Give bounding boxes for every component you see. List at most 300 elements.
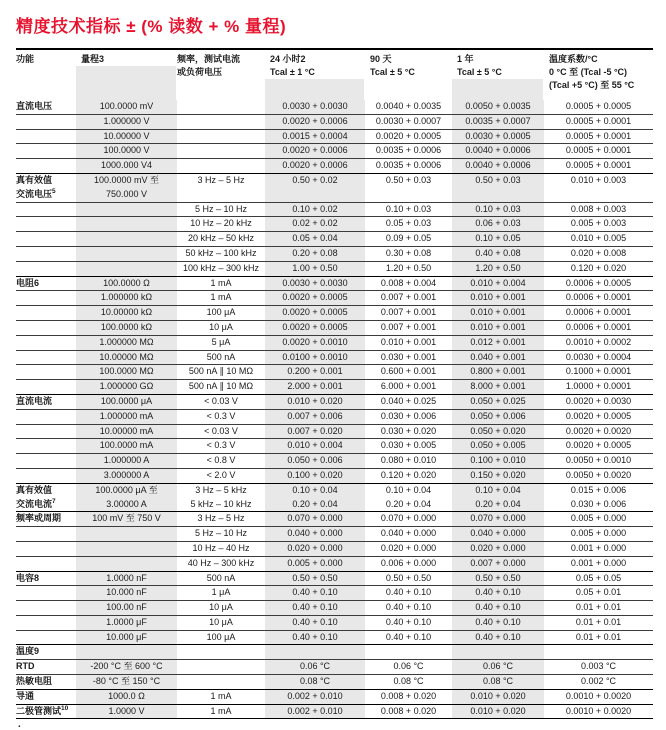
cell-freq-or-test-current: [177, 306, 265, 320]
cell-function: [16, 527, 76, 541]
cell-line: 交流电压$^5$: [16, 187, 56, 199]
column-header-1year: [452, 50, 544, 100]
table-row: [16, 659, 653, 674]
cell-1year: [452, 454, 544, 468]
cell-line: 0.010 + 0.001: [470, 292, 526, 303]
cell-90day: [365, 291, 452, 305]
cell-tempco: [544, 217, 653, 231]
cell-range: [76, 380, 177, 394]
cell-line: 0.0005 + 0.0001: [565, 145, 632, 156]
cell-line: -80 °C 至 150 °C: [92, 676, 161, 687]
cell-freq-or-test-current: [177, 572, 265, 586]
cell-freq-or-test-current: [177, 675, 265, 689]
cell-line: 0.40 + 0.10: [385, 602, 432, 613]
table-header-row: [16, 50, 653, 100]
footnote-superscript: 10: [61, 704, 69, 712]
cell-line: 500 nA: [206, 351, 236, 362]
cell-line: 0.0020 + 0.0005: [565, 440, 632, 451]
cell-range: [76, 144, 177, 158]
cell-line: 100 kHz – 300 kHz: [182, 262, 260, 273]
cell-function: [16, 557, 76, 571]
cell-line: 0.0020 + 0.0030: [565, 395, 632, 406]
cell-line: 0.007 + 0.006: [287, 410, 343, 421]
cell-24h: [265, 527, 365, 541]
cell-line: 0.050 + 0.005: [470, 440, 526, 451]
cell-range: [76, 232, 177, 246]
cell-line: < 2.0 V: [206, 469, 236, 480]
cell-function: [16, 542, 76, 556]
cell-line: 0.010 + 0.005: [570, 233, 627, 244]
cell-line: 0.0030 + 0.0004: [565, 351, 632, 362]
cell-line: 0.070 + 0.000: [470, 513, 526, 524]
cell-line: 1.0000 nF: [106, 572, 147, 583]
cell-line: 0.40 + 0.10: [292, 602, 338, 613]
cell-tempco: [544, 557, 653, 571]
cell-line: 500 nA: [206, 572, 236, 583]
table-row: [16, 556, 653, 571]
cell-line: 0.06 °C: [482, 661, 514, 672]
column-header-line: 24 小时2: [270, 54, 306, 64]
cell-function: [16, 247, 76, 261]
cell-line: 50 kHz – 100 kHz: [185, 247, 257, 258]
cell-range: [76, 675, 177, 689]
cell-1year: [452, 174, 544, 202]
cell-line: 1.000000 A: [103, 455, 150, 466]
table-row: [16, 438, 653, 453]
cell-line: 0.02 + 0.02: [292, 218, 338, 229]
cell-1year: [452, 410, 544, 424]
cell-line: 0.06 °C: [393, 661, 424, 672]
cell-freq-or-test-current: [177, 705, 265, 719]
cell-24h: [265, 174, 365, 202]
cell-line: 100.0000 Ω: [103, 277, 150, 288]
table-row: [16, 202, 653, 217]
cell-line: 0.0010 + 0.0002: [565, 336, 632, 347]
cell-range: [76, 351, 177, 365]
cell-1year: [452, 601, 544, 615]
cell-90day: [365, 557, 452, 571]
cell-line: 0.01 + 0.01: [575, 631, 622, 642]
cell-line: 0.006 + 0.000: [380, 557, 437, 568]
cell-range: [76, 690, 177, 704]
cell-24h: [265, 645, 365, 659]
cell-line: 0.20 + 0.08: [292, 247, 338, 258]
cell-90day: [365, 144, 452, 158]
cell-line: 0.50 + 0.02: [292, 174, 338, 185]
cell-1year: [452, 469, 544, 483]
cell-freq-or-test-current: [177, 247, 265, 261]
cell-line: 0.0020 + 0.0010: [282, 336, 348, 347]
cell-tempco: [544, 484, 653, 512]
cell-90day: [365, 410, 452, 424]
cell-tempco: [544, 174, 653, 202]
cell-function: [16, 586, 76, 600]
cell-line: 100.0000 mA: [99, 440, 154, 451]
cell-tempco: [544, 130, 653, 144]
cell-range: [76, 572, 177, 586]
cell-24h: [265, 572, 365, 586]
cell-line: 0.005 + 0.000: [287, 557, 343, 568]
cell-line: 0.0010 + 0.0020: [565, 690, 632, 701]
cell-line: 交流电流$^7$: [16, 497, 56, 509]
cell-freq-or-test-current: [177, 277, 265, 291]
cell-freq-or-test-current: [177, 631, 265, 645]
cell-tempco: [544, 144, 653, 158]
cell-range: [76, 542, 177, 556]
cell-1year: [452, 262, 544, 276]
cell-1year: [452, 115, 544, 129]
cell-line: 5 Hz – 10 Hz: [194, 203, 248, 214]
cell-line: 0.020 + 0.000: [470, 542, 526, 553]
cell-line: 导通: [16, 690, 35, 701]
cell-90day: [365, 660, 452, 674]
cell-tempco: [544, 690, 653, 704]
cell-line: 1.000000 MΩ: [99, 336, 154, 347]
column-header-line: 功能: [16, 54, 35, 64]
cell-line: 0.010 + 0.020: [287, 395, 343, 406]
cell-tempco: [544, 336, 653, 350]
cell-line: 0.0010 + 0.0020: [565, 705, 632, 716]
table-row: [16, 216, 653, 231]
cell-1year: [452, 336, 544, 350]
cell-freq-or-test-current: [177, 660, 265, 674]
cell-range: [76, 601, 177, 615]
cell-90day: [365, 159, 452, 173]
cell-line: 0.007 + 0.001: [380, 307, 437, 318]
cell-line: 0.0040 + 0.0035: [375, 101, 442, 111]
cell-tempco: [544, 425, 653, 439]
cell-function: [16, 675, 76, 689]
cell-1year: [452, 203, 544, 217]
cell-line: 0.008 + 0.004: [380, 277, 437, 288]
column-header-line: 90 天: [370, 54, 392, 64]
cell-line: 1.000000 GΩ: [99, 381, 154, 392]
cell-tempco: [544, 247, 653, 261]
cell-line: 0.40 + 0.10: [385, 631, 432, 642]
cell-freq-or-test-current: [177, 527, 265, 541]
footnote-superscript: 7: [52, 497, 56, 505]
cell-line: 0.0006 + 0.0001: [565, 292, 632, 303]
cell-line: 100.0000 V: [103, 145, 150, 156]
table-row: [16, 453, 653, 468]
cell-line: 0.150 + 0.020: [470, 469, 526, 480]
cell-freq-or-test-current: [177, 454, 265, 468]
table-row: [16, 364, 653, 379]
column-header-freq-or-test-current: [177, 50, 265, 100]
cell-line: 0.030 + 0.006: [380, 410, 437, 421]
cell-90day: [365, 645, 452, 659]
cell-range: [76, 439, 177, 453]
cell-freq-or-test-current: [177, 130, 265, 144]
cell-line: 0.50 + 0.50: [385, 572, 432, 583]
cell-line: 1 mA: [210, 690, 232, 701]
cell-function: [16, 410, 76, 424]
cell-line: 0.0020 + 0.0006: [282, 115, 348, 126]
cell-range: [76, 115, 177, 129]
cell-range: [76, 277, 177, 291]
cell-function: [16, 232, 76, 246]
page-title: 精度技术指标 ± (% 读数 + % 量程): [16, 17, 287, 36]
cell-1year: [452, 425, 544, 439]
table-row: [16, 143, 653, 158]
cell-1year: [452, 439, 544, 453]
table-row: [16, 585, 653, 600]
cell-line: 0.120 + 0.020: [570, 262, 627, 273]
cell-range: [76, 321, 177, 335]
cell-line: 0.40 + 0.10: [475, 631, 521, 642]
cell-line: 5 kHz – 10 kHz: [190, 498, 252, 509]
cell-range: [76, 425, 177, 439]
cell-tempco: [544, 365, 653, 379]
cell-line: 0.005 + 0.003: [570, 218, 627, 229]
cell-24h: [265, 277, 365, 291]
cell-1year: [452, 247, 544, 261]
cell-line: 0.40 + 0.10: [475, 616, 521, 627]
cell-line: 0.015 + 0.006: [570, 484, 627, 495]
cell-line: 0.007 + 0.001: [380, 321, 437, 332]
cell-90day: [365, 690, 452, 704]
cell-tempco: [544, 572, 653, 586]
cell-90day: [365, 247, 452, 261]
cell-freq-or-test-current: [177, 557, 265, 571]
column-header-tempco: [544, 50, 653, 100]
cell-line: 1.000000 kΩ: [100, 292, 153, 303]
cell-range: [76, 217, 177, 231]
cell-line: 0.0050 + 0.0035: [465, 101, 531, 111]
cell-line: 100 μA: [206, 631, 236, 642]
cell-line: 100.0000 mV 至: [93, 174, 160, 185]
cell-freq-or-test-current: [177, 380, 265, 394]
cell-line: 0.06 °C: [299, 661, 331, 672]
cell-90day: [365, 631, 452, 645]
cell-line: 0.008 + 0.003: [570, 203, 627, 214]
cell-line: 3 Hz – 5 Hz: [197, 513, 245, 524]
cell-line: 5 μA: [211, 336, 231, 347]
cell-line: 3 Hz – 5 kHz: [195, 484, 247, 495]
cell-line: 1.0000 V: [108, 705, 145, 716]
cell-freq-or-test-current: [177, 159, 265, 173]
cell-function: [16, 203, 76, 217]
table-row: [16, 704, 653, 719]
cell-range: [76, 616, 177, 630]
cell-freq-or-test-current: [177, 395, 265, 409]
cell-line: 1 mA: [210, 292, 232, 303]
cell-line: 0.0005 + 0.0005: [565, 101, 632, 111]
cell-line: 0.05 + 0.01: [575, 587, 622, 598]
cell-function: [16, 512, 76, 526]
table-row: [16, 158, 653, 173]
cell-90day: [365, 232, 452, 246]
table-row: [16, 173, 653, 202]
cell-90day: [365, 174, 452, 202]
cell-line: 10.00000 MΩ: [99, 351, 154, 362]
cell-line: 0.0030 + 0.0030: [282, 277, 348, 288]
cell-function: [16, 130, 76, 144]
cell-line: 0.007 + 0.000: [470, 557, 526, 568]
cell-90day: [365, 454, 452, 468]
table-row: [16, 261, 653, 276]
cell-line: 0.05 + 0.03: [385, 218, 432, 229]
cell-1year: [452, 572, 544, 586]
cell-line: 0.040 + 0.025: [380, 395, 437, 406]
cell-function: [16, 395, 76, 409]
cell-24h: [265, 616, 365, 630]
column-header-24h: [265, 50, 365, 100]
cell-90day: [365, 542, 452, 556]
cell-range: [76, 527, 177, 541]
cell-line: 0.070 + 0.000: [380, 513, 437, 524]
cell-function: [16, 217, 76, 231]
cell-function: [16, 469, 76, 483]
cell-24h: [265, 291, 365, 305]
cell-24h: [265, 410, 365, 424]
cell-freq-or-test-current: [177, 586, 265, 600]
table-row: [16, 394, 653, 409]
cell-range: [76, 203, 177, 217]
cell-tempco: [544, 631, 653, 645]
cell-line: 0.10 + 0.04: [385, 484, 432, 495]
cell-line: 8.000 + 0.001: [470, 381, 526, 392]
cell-range: [76, 660, 177, 674]
cell-line: 0.0020 + 0.0005: [375, 130, 442, 141]
cell-freq-or-test-current: [177, 484, 265, 512]
cell-line: 3 Hz – 5 Hz: [197, 174, 245, 185]
cell-function: [16, 454, 76, 468]
cell-90day: [365, 306, 452, 320]
cell-1year: [452, 616, 544, 630]
cell-range: [76, 159, 177, 173]
cell-range: [76, 306, 177, 320]
column-header-line: 或负荷电压: [177, 67, 223, 77]
cell-90day: [365, 262, 452, 276]
cell-tempco: [544, 512, 653, 526]
cell-1year: [452, 100, 544, 114]
cell-24h: [265, 130, 365, 144]
cell-90day: [365, 675, 452, 689]
cell-range: [76, 557, 177, 571]
cell-line: 0.030 + 0.001: [380, 351, 437, 362]
cell-1year: [452, 144, 544, 158]
table-row: [16, 424, 653, 439]
cell-1year: [452, 395, 544, 409]
cell-line: 0.10 + 0.03: [385, 203, 432, 214]
cell-tempco: [544, 203, 653, 217]
cell-1year: [452, 645, 544, 659]
cell-line: 100.0000 kΩ: [100, 321, 153, 332]
cell-function: [16, 425, 76, 439]
cell-line: 0.20 + 0.04: [385, 498, 432, 509]
cell-line: 0.0040 + 0.0006: [465, 160, 531, 171]
cell-line: 0.002 + 0.010: [287, 705, 343, 716]
cell-tempco: [544, 395, 653, 409]
cell-line: 10 Hz – 40 Hz: [192, 542, 250, 553]
table-row: [16, 320, 653, 335]
cell-line: 750.000 V: [105, 188, 148, 199]
cell-90day: [365, 395, 452, 409]
cell-1year: [452, 321, 544, 335]
cell-function: [16, 336, 76, 350]
cell-line: 0.0035 + 0.0006: [375, 145, 442, 156]
cell-line: 0.012 + 0.001: [470, 336, 526, 347]
cell-24h: [265, 232, 365, 246]
cell-range: [76, 262, 177, 276]
cell-range: [76, 395, 177, 409]
cell-1year: [452, 484, 544, 512]
cell-1year: [452, 527, 544, 541]
cell-line: 二极管测试$^{10}$: [16, 704, 69, 716]
table-row: [16, 630, 653, 645]
cell-line: < 0.3 V: [206, 410, 236, 421]
cell-line: 0.040 + 0.000: [380, 528, 437, 539]
cell-freq-or-test-current: [177, 321, 265, 335]
cell-line: 10 μA: [209, 602, 233, 613]
cell-24h: [265, 380, 365, 394]
cell-line: 0.010 + 0.001: [470, 321, 526, 332]
cell-tempco: [544, 616, 653, 630]
cell-90day: [365, 439, 452, 453]
cell-line: 3.00000 A: [106, 498, 147, 509]
cell-tempco: [544, 705, 653, 719]
cell-line: 真有效值: [16, 484, 53, 495]
cell-1year: [452, 365, 544, 379]
cell-24h: [265, 425, 365, 439]
cell-line: 0.0005 + 0.0001: [565, 115, 632, 126]
cell-line: 0.050 + 0.006: [287, 455, 343, 466]
cell-1year: [452, 130, 544, 144]
cell-tempco: [544, 601, 653, 615]
cell-24h: [265, 247, 365, 261]
column-header-line: Tcal ± 5 °C: [457, 67, 502, 77]
column-header-line: (Tcal +5 °C) 至 55 °C: [549, 80, 635, 90]
table-row: [16, 526, 653, 541]
table-row: [16, 511, 653, 526]
cell-function: [16, 321, 76, 335]
cell-freq-or-test-current: [177, 351, 265, 365]
cell-line: 10.000 nF: [106, 587, 147, 598]
cell-line: 0.050 + 0.020: [470, 425, 526, 436]
cell-line: 0.010 + 0.003: [570, 174, 627, 185]
cell-line: 直流电流: [16, 395, 53, 406]
table-row: [16, 674, 653, 689]
column-header-line: Tcal ± 5 °C: [370, 67, 415, 77]
cell-line: 0.40 + 0.10: [475, 602, 521, 613]
cell-line: 0.40 + 0.10: [475, 587, 521, 598]
cell-line: 0.002 °C: [580, 676, 617, 687]
cell-line: 1.20 + 0.50: [385, 262, 432, 273]
cell-line: 0.08 °C: [482, 676, 514, 687]
cell-90day: [365, 277, 452, 291]
cell-freq-or-test-current: [177, 645, 265, 659]
cell-function: [16, 616, 76, 630]
table-row: [16, 600, 653, 615]
cell-line: 500 nA ∥ 10 MΩ: [188, 381, 254, 392]
cell-line: 0.50 + 0.50: [475, 572, 521, 583]
cell-line: 1 mA: [210, 705, 232, 716]
cell-90day: [365, 572, 452, 586]
cell-function: [16, 601, 76, 615]
cell-freq-or-test-current: [177, 203, 265, 217]
cell-freq-or-test-current: [177, 425, 265, 439]
cell-24h: [265, 586, 365, 600]
cell-tempco: [544, 291, 653, 305]
cell-line: 0.0050 + 0.0010: [565, 455, 632, 466]
cell-line: 0.005 + 0.000: [570, 528, 627, 539]
cell-1year: [452, 351, 544, 365]
cell-line: 500 nA ∥ 10 MΩ: [188, 366, 254, 377]
cell-freq-or-test-current: [177, 115, 265, 129]
cell-1year: [452, 586, 544, 600]
cell-1year: [452, 217, 544, 231]
